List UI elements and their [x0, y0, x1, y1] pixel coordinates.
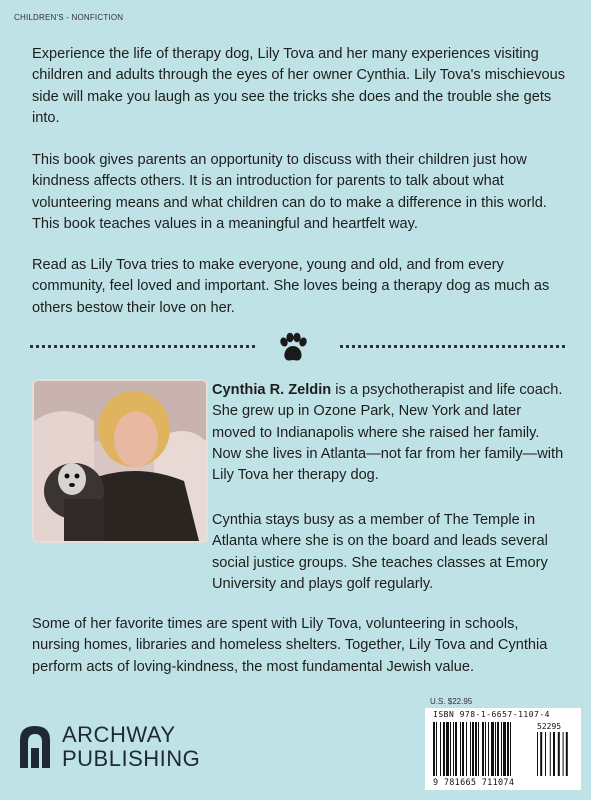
barcode-bar	[488, 722, 489, 776]
author-bio-paragraph-2-wrap	[32, 510, 567, 595]
barcode-bar	[510, 722, 511, 776]
description-paragraph-1: Experience the life of therapy dog, Lily Tova and her many experiences visiting children and adults through the eyes of her owner Cynthia. Lily Tova's mischievous side will make you laugh as you see the tricks she does and the trouble she gets into.	[32, 46, 566, 126]
dotted-rule-left	[30, 345, 255, 348]
barcode-bar	[503, 722, 506, 776]
barcode-bar	[443, 722, 445, 776]
description-paragraph-3: Read as Lily Tova tries to make everyone, young and old, and from every community, feel loved and important. She loves being a therapy dog as much as others bestow their love on her.	[32, 257, 550, 316]
barcode-bar	[466, 722, 467, 776]
barcode-bar	[462, 722, 464, 776]
barcode-bar	[507, 722, 509, 776]
price-addon-digits: 52295	[537, 722, 562, 731]
barcode-bar	[446, 722, 449, 776]
barcode-addon-bar	[540, 732, 542, 776]
barcode-bar	[470, 722, 471, 776]
description-paragraph-2: This book gives parents an opportunity to discuss with their children just how kindness affects others. It is an introduction for parents to talk about what volunteering means and what children can do to make a difference in this world. This book teaches values in a meaningful and heartfelt way.	[32, 152, 547, 232]
isbn-barcode	[425, 708, 581, 790]
barcode-bar	[478, 722, 479, 776]
barcode-bar	[455, 722, 457, 776]
paw-print-icon	[276, 332, 310, 366]
paw-divider	[30, 332, 565, 362]
barcode-bar	[495, 722, 496, 776]
barcode-bar	[453, 722, 454, 776]
publisher-logo	[18, 716, 218, 776]
dotted-rule-right	[340, 345, 565, 348]
barcode-bar	[475, 722, 477, 776]
barcode-addon-bar	[545, 732, 546, 776]
barcode-bar	[436, 722, 437, 776]
publisher-name-line-1: ARCHWAY	[62, 722, 176, 747]
price-label: U.S. $22.95	[430, 697, 473, 706]
barcode-addon-bar	[563, 732, 564, 776]
category-label: CHILDREN'S - NONFICTION	[14, 13, 124, 22]
barcode-addon-bar	[558, 732, 560, 776]
author-bio-text: is a psychotherapist and life coach. She grew up in Ozone Park, New York and later moved to Indianapolis where she raised her family. Now she lives in Atlanta—not far from her family—with Lily Tova her therapy dog.	[212, 382, 564, 484]
author-name: Cynthia R. Zeldin	[212, 382, 332, 398]
isbn-text: ISBN 978-1-6657-1107-4	[433, 710, 550, 719]
barcode-bar	[440, 722, 441, 776]
barcode-bar	[450, 722, 451, 776]
author-bio-paragraph-2: Cynthia stays busy as a member of The Temple in Atlanta where she is on the board and leads several social justice groups. She teaches classes at Emory University and plays golf regularly.	[212, 512, 548, 592]
author-bio-paragraph-3: Some of her favorite times are spent with Lily Tova, volunteering in schools, nursing homes, libraries and homeless shelters. Together, Lily Tova and Cynthia perform acts of loving-kindness, the most fundamental Jewish value.	[32, 616, 548, 675]
author-bio-paragraph-1	[212, 380, 564, 486]
barcode-bar	[460, 722, 461, 776]
barcode-digits: 9 781665 711074	[433, 778, 515, 788]
barcode-bar	[501, 722, 502, 776]
barcode-addon-bar	[550, 732, 551, 776]
barcode-bar	[485, 722, 486, 776]
archway-logo-icon	[18, 724, 52, 768]
barcode-addon-bar	[537, 732, 538, 776]
barcode-bar	[482, 722, 484, 776]
barcode-addon-bar	[566, 732, 568, 776]
barcode-bar	[472, 722, 474, 776]
barcode-addon-bar	[553, 732, 555, 776]
barcode-bar	[433, 722, 435, 776]
barcode-bar	[497, 722, 499, 776]
barcode-bar	[491, 722, 494, 776]
publisher-name-line-2: PUBLISHING	[62, 746, 201, 771]
